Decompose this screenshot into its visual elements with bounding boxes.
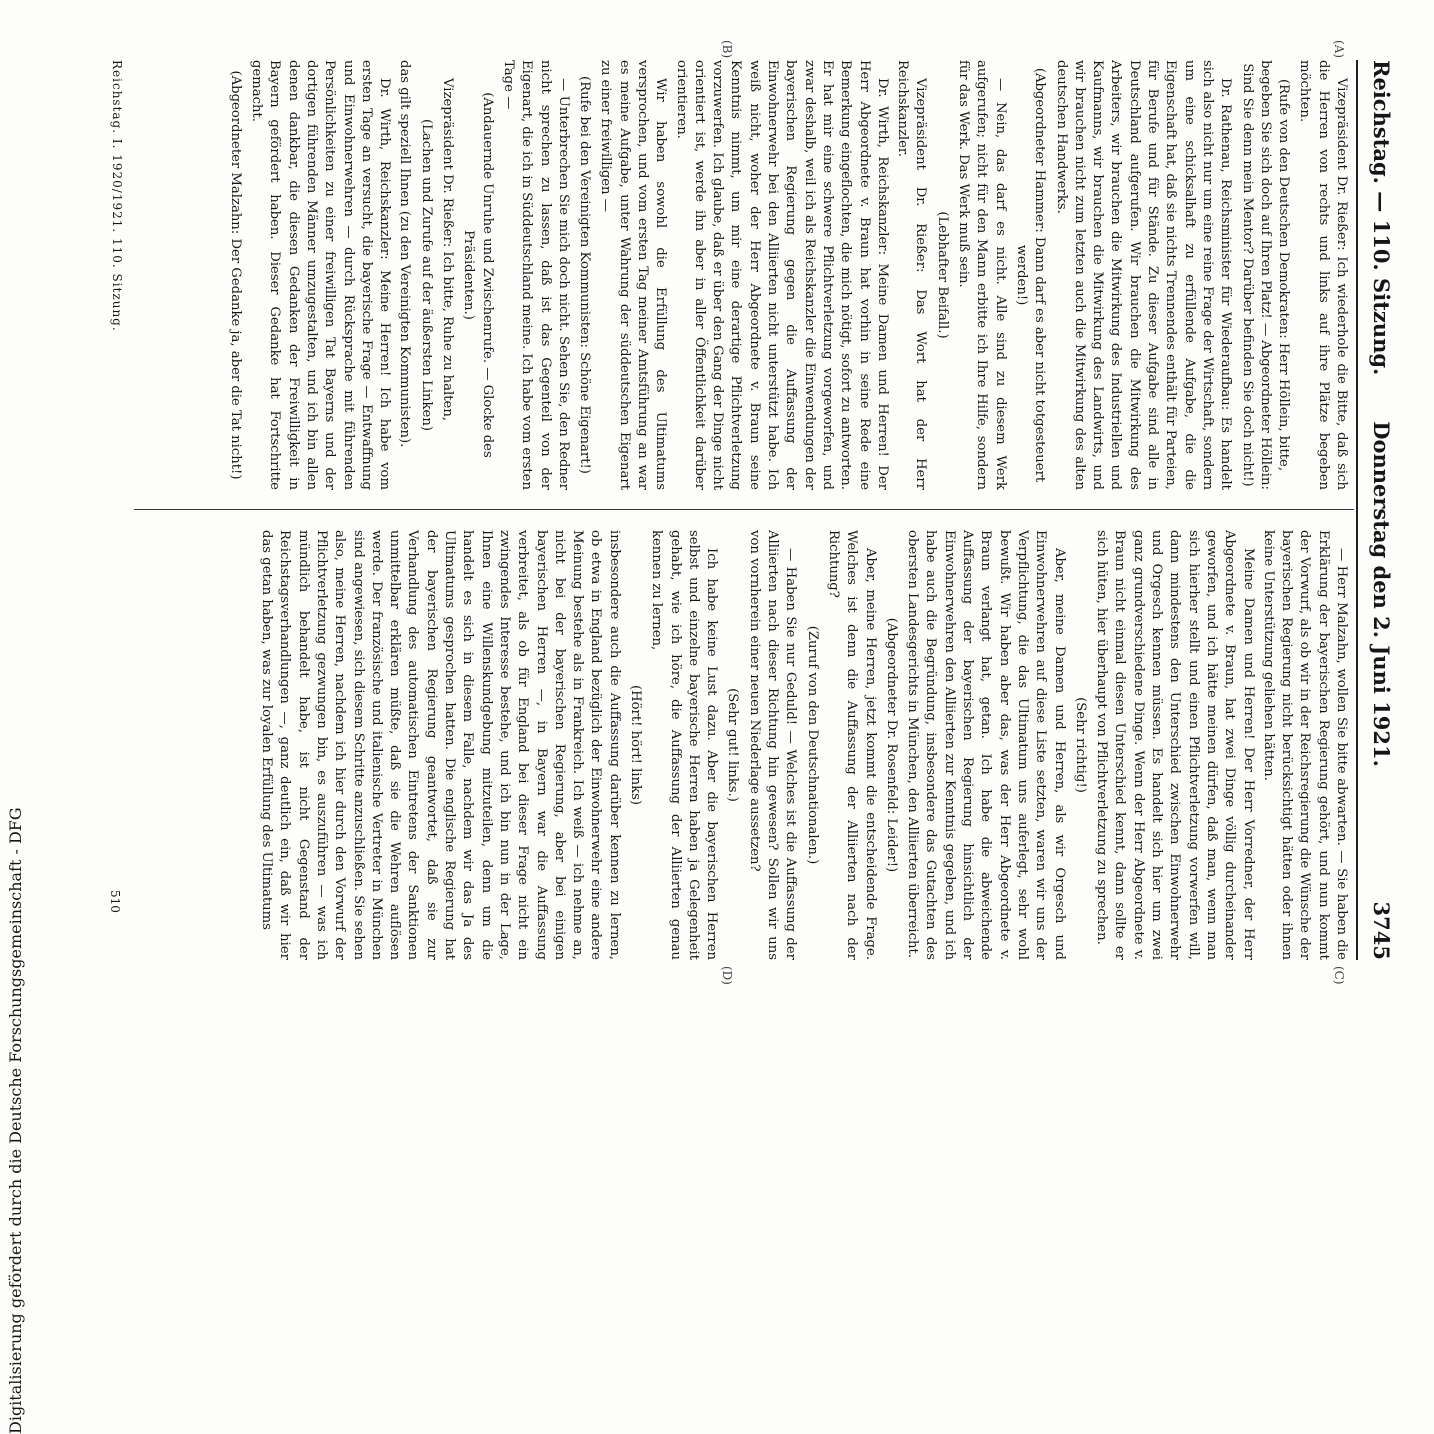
header-rule — [1356, 60, 1358, 960]
header-left: Reichstag. — 110. Sitzung. — [1369, 60, 1394, 376]
paragraph: Vizepräsident Dr. Rießer: Das Wort hat der Herr Reichskanzler. — [895, 60, 929, 490]
paragraph: — Unterbrechen Sie mich doch nicht. Sehen Sie, den Redner nicht sprechen zu lassen, daß ist das Gegenteil von der Eigenart, die ich in Süddeutschland meine. Ich habe vom ersten Tage — — [500, 60, 571, 490]
paragraph: insbesondere auch die Auffassung darüber kennen zu lernen, ob etwa in England bezüglich der Einwohnerwehr eine andere Meinung bestehe als in Frankreich. Ich weiß — ich nehme an, nicht bei der bayerischen Regierung, aber bei einigen bayerischen Herren —, in Bayern war die Auffassung verbreitet, als ob für England bei dieser Frage nicht ein zwingendes Interesse bestehe, und ich bin nun in der Lage, Ihnen eine Willenskundgebung mitzuteilen, denn um die handelt es sich in diesem Falle, nachdem wir das Ja des Ultimatums gesprochen hatten. Die englische Regierung hat der bayerischen Regierung geantwortet, daß sie zur Verhandlung des automatischen Eintretens der Sanktionen unmittelbar erklären müßte, daß sie die Wehren auflösen werde. Der französische und italienische Vertreter in München sind angewiesen, sich diesem Schritte anzuschließen. Sie sehen also, meine Herren, nachdem ich hier durch den Vorwurf der Pflichtverletzung gezwungen bin, es auszuführen — was ich mündlich behandelt habe, ist nicht Gegenstand der Reichstagsverhandlungen —, ganz deutlich ein, daß wir hier das getan haben, was zur loyalen Erfüllung des Ultimatums — [259, 530, 622, 960]
interjection: (Hört! hört! links) — [628, 684, 644, 806]
margin-marker-c: (C) — [1332, 966, 1346, 985]
interjection: (Rufe von den Deutschen Demokraten: Herr Höllein, bitte, begeben Sie sich doch auf Ihren Platz! — Abgeordneter Höllein: Sind Sie denn mein Mentor? Darüber befinden Sie doch nicht!) — [1239, 60, 1292, 490]
interjection: (Lachen und Zurufe auf der äußersten Linken) — [418, 119, 434, 431]
footer-page-number: 510 — [108, 890, 122, 913]
digitization-credit — [6, 434, 25, 1434]
paragraph: Dr. Rathenau, Reichsminister für Wiederaufbau: Es handelt sich also nicht nur um eine reine Frage der Wirtschaft, sondern um eine schicksalhaft zu erfüllende Aufgabe, die die Eigenschaft hat, daß sie nichts Trennendes enthält für Parteien, für Berufe und für Stände. Zu dieser Aufgabe sind alle in Deutschland aufgerufen. Wir brauchen die Mitwirkung des Arbeiters, wir brauchen die Mitwirkung des Industriellen und Kaufmanns, wir brauchen die Mitwirkung des Landwirts, und wir brauchen nicht zum letzten auch die Mitwirkung des alten deutschen Handwerks. — [1053, 60, 1234, 490]
left-column — [135, 60, 1350, 490]
paragraph: Wir haben sowohl die Erfüllung des Ultimatums versprochen, und vom ersten Tag meiner Amtsführung an war es meine Aufgabe, unter Wahrung der süddeutschen Eigenart zu einer freiwilligen — — [598, 60, 669, 490]
header-right — [1369, 421, 1394, 960]
credit-text: Digitalisierung gefördert durch die Deutsche Forschungsgemeinschaft - — [6, 849, 25, 1434]
interjection: (Rufe bei den Vereinigten Kommunisten: Schöne Eigenart!) — [577, 76, 593, 474]
header-page-number: 3745 — [1369, 901, 1394, 960]
interjection: (Abgeordneter Malzahn: Der Gedanke ja, aber die Tat nicht!) — [227, 70, 243, 480]
margin-marker-b: (B) — [720, 40, 734, 59]
paragraph: Dr. Wirth, Reichskanzler: Meine Herren! Ich habe vom ersten Tage an versucht, die bayerische Frage — Entwaffnung und Einwohnerwehren — durch Rücksprache mit führenden Persönlichkeiten zu einer freiwilligen Tat Bayerns und der dortigen führenden Männer umzugestalten, und ich bin allen denen dankbar, die diesen Gedanken der Freiwilligkeit in Bayern gefördert haben. Dieser Gedanke hat Fortschritte gemacht. — [249, 60, 393, 490]
interjection: (Sehr richtig!) — [1072, 697, 1088, 793]
right-column — [135, 530, 1350, 960]
margin-marker-d: (D) — [720, 966, 734, 985]
paragraph: Vizepräsident Dr. Rießer: Ich bitte, Ruhe zu halten, — [440, 78, 456, 422]
paragraph: Meine Damen und Herren! Der Herr Vorredner, der Herr Abgeordnete v. Braun, hat zwei Dinge völlig durcheinander geworfen, und ich hätte meinen dürfen, daß man, wenn man sich hierher stellt und einen Pflichtverletzung vorwerfen will, dann mindestens den Unterschied zwischen Einwohnerwehr und Orgesch kennen müssen. Es handelt sich hier um zwei ganz grundverschiedene Dinge. Wenn der Herr Abgeordnete v. Braun nicht einmal diesen Unterschied kennt, dann sollte er sich hüten, hier überhaupt von Pflichtverletzung zu sprechen. — [1094, 530, 1256, 960]
interjection: (Lebhafter Beifall.) — [934, 211, 950, 339]
margin-marker-a: (A) — [1332, 40, 1346, 59]
paragraph: Aber, meine Damen und Herren, als wir Orgesch und Einwohnerwehren auf diese Liste setzten, waren wir uns der Verpflichtung, die das Ultimatum uns auferlegt, sehr wohl bewußt. Wir haben aber das, was der Herr Abgeordnete v. Braun verlangt hat, getan. Ich habe die abweichende Auffassung der bayerischen Regierung hinsichtlich der Einwohnerwehren den Alliierten zur Kenntnis gegeben, und ich habe auch die Begründung, insbesondere das Gutachten des obersten Landesgerichts in München, den Alliierten überreicht. — [905, 530, 1067, 960]
paragraph: Aber, meine Herren, jetzt kommt die entscheidende Frage. Welches ist denn die Auffassung der Alliierten nach der Richtung? — [825, 530, 878, 960]
page-header — [1364, 60, 1394, 960]
paragraph: Ich habe keine Lust dazu. Aber die bayerischen Herren selbst und einzelne bayerische Herren haben ja Gelegenheit gehabt, wie ich höre, die Auffassung der Alliierten genau kennen zu lernen, — [649, 530, 720, 960]
paragraph: — Nein, das darf es nicht. Alle sind zu diesem Werk aufgerufen; nicht für den Mann erbitte ich Ihre Hilfe, sondern für das Werk. Das Werk muß sein. — [956, 60, 1008, 490]
header-date: Donnerstag den 2. Juni 1921. — [1369, 421, 1394, 767]
footer-reference: Reichstag. I. 1920/1921. 110. Sitzung. — [110, 60, 124, 332]
interjection: (Sehr gut! links.) — [725, 688, 741, 802]
dfg-logo: DFG — [6, 807, 25, 845]
paragraph: Dr. Wirth, Reichskanzler: Meine Damen und Herren! Der Herr Abgeordnete v. Braun hat vorhin in seine Rede eine Bemerkung eingeflochten, die mich nötigt, sofort zu antworten. Er hat mir eine schwere Pflichtverletzung vorgeworfen, und zwar deshalb, weil ich als Reichskanzler die Einwendungen der bayerischen Regierung gegen die Auffassung der Einwohnerwehr bei den Alliierten nicht unterstützt habe. Ich weiß nicht, woher der Herr Abgeordnete v. Braun seine Kenntnis nimmt, um mir eine derartige Pflichtverletzung vorzuwerfen. Ich glaube, daß er über den Gang der Dinge nicht orientiert ist, werde ihn aber in aller Öffentlichkeit darüber orientieren. — [673, 60, 890, 490]
paragraph: — Haben Sie nur Geduld! — Welches ist die Auffassung der Alliierten nach dieser Richtung hin gewesen? Sollen wir uns von vornherein einer neuen Niederlage aussetzen? — [746, 530, 799, 960]
paragraph: — Herr Malzahn, wollen Sie bitte abwarten. — Sie haben die Erklärung der bayerischen Regierung gehört, und nun kommt der Vorwurf, als ob wir in der Reichsregierung die Wünsche der bayerischen Regierung nicht berücksichtigt hätten oder ihnen keine Unterstützung geliehen hätten. — [1260, 530, 1349, 960]
paragraph: Vizepräsident Dr. Rießer: Ich wiederhole die Bitte, daß sich die Herren von rechts und links auf ihre Plätze begeben möchten. — [1297, 60, 1349, 490]
interjection: (Andauernde Unruhe und Zwischenrufe. — Glocke des Präsidenten.) — [461, 92, 495, 458]
interjection: (Abgeordneter Hammer: Dann darf es aber nicht totgesteuert werden!) — [1013, 67, 1048, 483]
interjection: (Abgeordneter Dr. Rosenfeld: Leider!) — [883, 617, 899, 873]
column-divider — [134, 509, 1354, 510]
paragraph: das gilt speziell Ihnen (zu den Vereinigten Kommunisten). — [397, 60, 413, 448]
interjection: (Zuruf von den Deutschnationalen.) — [804, 625, 820, 865]
